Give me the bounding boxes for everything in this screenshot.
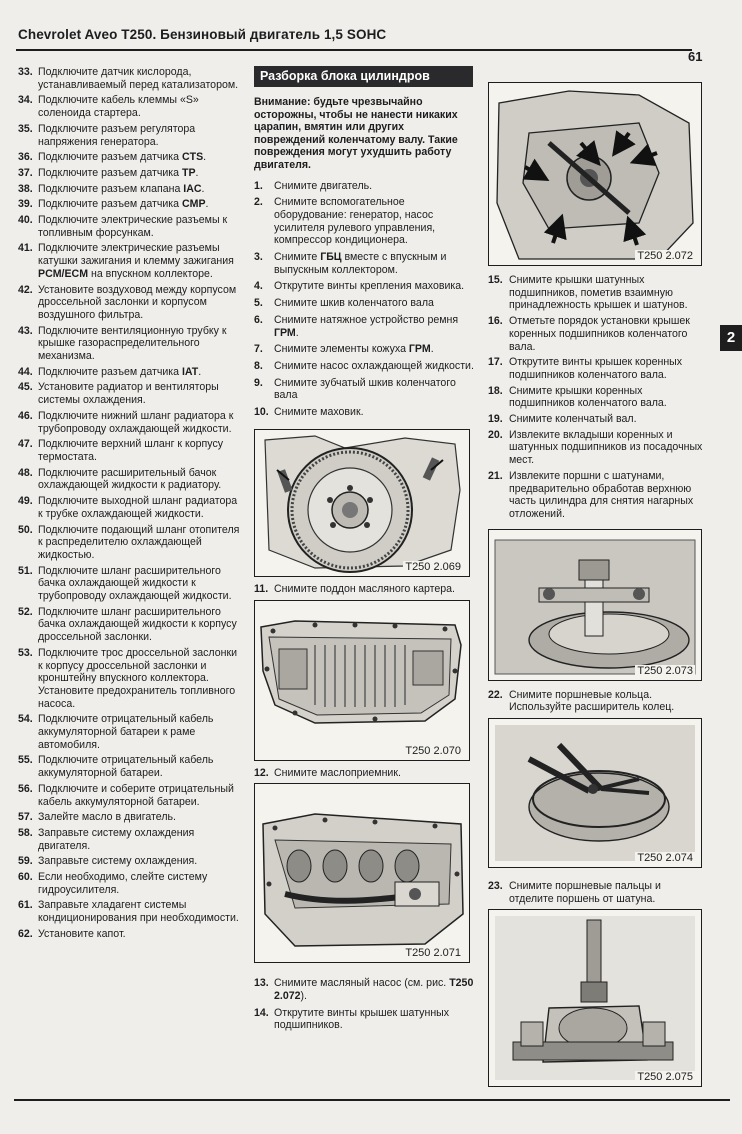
figure-label: T250 2.074 (637, 852, 693, 865)
figure-label: T250 2.075 (637, 1071, 693, 1084)
left-column (18, 66, 240, 944)
step-item: 60. Если необходимо, слейте систему гидроусилителя. (18, 871, 208, 896)
figure-label: T250 2.072 (637, 250, 693, 262)
step-item: 8. Снимите насос охлаждающей жидкости. (254, 360, 474, 372)
piston-removal-drawing (489, 530, 701, 680)
step-item: 33. Подключите датчик кислорода, устанавливаемый перед катализатором. (18, 66, 239, 91)
piston-pin-press-drawing (489, 910, 701, 1086)
right-column (488, 66, 706, 1087)
step-item: 45. Установите радиатор и вентиляторы системы охлаждения. (18, 381, 219, 407)
figure-piston-pin-press (488, 909, 702, 1087)
oil-pan-drawing (255, 601, 469, 760)
step-item: 12. Снимите маслоприемник. (254, 766, 401, 779)
step-item: 5. Снимите шкив коленчатого вала (254, 297, 434, 310)
middle-column (254, 66, 475, 1034)
step-item: 4. Открутите винты крепления маховика. (254, 280, 465, 293)
figure-oil-pan (254, 600, 470, 761)
page-number: 61 (688, 49, 703, 64)
step-item: 13. Снимите масляный насос (см. рис. T250 2.072). (254, 977, 474, 1002)
step-item: 14. Открутите винты крышек шатунных подшипников. (254, 1006, 450, 1032)
header-rule (16, 49, 692, 51)
step-item: 17. Открутите винты крышек коренных подшипников коленчатого вала. (488, 356, 683, 381)
step-item: 15. Снимите крышки шатунных подшипников, пометив взаимную принадлежность крышек и шатунов. (488, 274, 688, 312)
figure-flywheel (254, 429, 470, 577)
section-title: Разборка блока цилиндров (254, 66, 473, 87)
step-item: 50. Подключите подающий шланг отопителя к распределителю охлаждающей жидкостью. (18, 523, 240, 561)
figure-oil-pickup (254, 783, 470, 963)
step-item: 62. Установите капот. (18, 927, 126, 940)
oil-pump-drawing (489, 83, 701, 265)
flywheel-drawing (255, 430, 469, 576)
step-item: 21. Извлеките поршни с шатунами, предварительно обработав верхнюю часть цилиндра для снятия нагарных отложений. (488, 469, 694, 520)
page-header-title: Chevrolet Aveo T250. Бензиновый двигатель 1,5 SOHC (18, 27, 387, 42)
step-item: 34. Подключите кабель клеммы «S» соленоида стартера. (18, 94, 199, 120)
step-item: 52. Подключите шланг расширительного бачка охлаждающей жидкости к корпусу дроссельной заслонки. (18, 605, 237, 644)
footer-rule (14, 1099, 730, 1101)
figure-label: T250 2.071 (405, 947, 461, 960)
step-item: 43. Подключите вентиляционную трубку к крышке газораспределительного механизма. (18, 324, 227, 363)
figure-label: T250 2.069 (405, 560, 461, 573)
step-item: 59. Заправьте систему охлаждения. (18, 855, 198, 868)
step-item: 3. Снимите ГБЦ вместе с впускным и выпускным коллектором. (254, 251, 447, 276)
step-item: 19. Снимите коленчатый вал. (488, 413, 637, 426)
step-item: 10. Снимите маховик. (254, 406, 364, 419)
step-item: 42. Установите воздуховод между корпусом дроссельной заслонки и корпусом воздушного фильтра. (18, 283, 237, 321)
step-item: 6. Снимите натяжное устройство ремня ГРМ. (254, 313, 459, 339)
step-item: 16. Отметьте порядок установки крышек коренных подшипников коленчатого вала. (488, 315, 690, 353)
step-item: 23. Снимите поршневые пальцы и отделите поршень от шатуна. (488, 880, 661, 905)
step-item: 47. Подключите верхний шланг к корпусу термостата. (18, 438, 224, 463)
step-item: 39. Подключите разъем датчика CMP. (18, 198, 209, 211)
chapter-tab: 2 (720, 325, 742, 351)
step-item: 38. Подключите разъем клапана IAC. (18, 182, 205, 195)
step-item: 51. Подключите шланг расширительного бачка охлаждающей жидкости к трубопроводу охлаждающей жидкости. (18, 564, 232, 603)
warning-note: Внимание: будьте чрезвычайно осторожны, чтобы не нанести никаких царапин, вмятин или других повреждений коленчатому валу. Такие повреждения могут ухудшить работу двигателя. (254, 96, 458, 171)
step-item: 7. Снимите элементы кожуха ГРМ. (254, 343, 434, 356)
step-item: 48. Подключите расширительный бачок охлаждающей жидкости к радиатору. (18, 466, 222, 492)
figure-oil-pump (488, 82, 702, 266)
step-item: 37. Подключите разъем датчика TP. (18, 166, 199, 179)
step-item: 61. Заправьте хладагент системы кондиционирования при необходимости. (18, 899, 239, 925)
step-item: 11. Снимите поддон масляного картера. (254, 582, 455, 595)
step-item: 49. Подключите выходной шланг радиатора к трубке охлаждающей жидкости. (18, 495, 238, 520)
step-list (254, 180, 475, 419)
step-item: 54. Подключите отрицательный кабель аккумуляторной батареи к раме автомобиля. (18, 713, 214, 751)
step-item: 57. Залейте масло в двигатель. (18, 811, 176, 824)
step-item: 53. Подключите трос дроссельной заслонки к корпусу дроссельной заслонки и кронштейну впускного коллектора. Установите предохранитель топливного насоса. (18, 646, 238, 710)
step-item: 58. Заправьте систему охлаждения двигателя. (18, 826, 195, 852)
step-item: 44. Подключите разъем датчика IAT. (18, 365, 202, 378)
step-item: 41. Подключите электрические разъемы катушки зажигания и клемму зажигания PCM/ECM на впускном коллекторе. (18, 242, 234, 280)
oil-pickup-drawing (255, 784, 469, 962)
step-item: 20. Извлеките вкладыши коренных и шатунных подшипников из посадочных мест. (488, 428, 703, 467)
figure-piston-removal (488, 529, 702, 681)
ring-expander-drawing (489, 719, 701, 867)
step-item: 40. Подключите электрические разъемы к топливным форсункам. (18, 214, 228, 239)
step-list (488, 274, 706, 521)
figure-label: T250 2.070 (405, 744, 461, 757)
figure-ring-expander (488, 718, 702, 868)
step-item: 9. Снимите зубчатый шкив коленчатого вала (254, 376, 456, 402)
step-item: 55. Подключите отрицательный кабель аккумуляторной батареи. (18, 754, 214, 780)
step-item: 36. Подключите разъем датчика CTS. (18, 151, 207, 164)
step-item: 46. Подключите нижний шланг радиатора к трубопроводу охлаждающей жидкости. (18, 409, 234, 435)
step-item: 56. Подключите и соберите отрицательный кабель аккумуляторной батареи. (18, 782, 234, 808)
step-item: 22. Снимите поршневые кольца. Используйте расширитель колец. (488, 688, 675, 714)
step-item: 35. Подключите разъем регулятора напряжения генератора. (18, 122, 196, 148)
step-item: 1. Снимите двигатель. (254, 179, 373, 192)
step-item: 18. Снимите крышки коренных подшипников коленчатого вала. (488, 384, 667, 410)
figure-label: T250 2.073 (637, 664, 693, 677)
step-item: 2. Снимите вспомогательное оборудование: генератор, насос усилителя рулевого управления, компрессор кондиционера. (254, 196, 436, 247)
